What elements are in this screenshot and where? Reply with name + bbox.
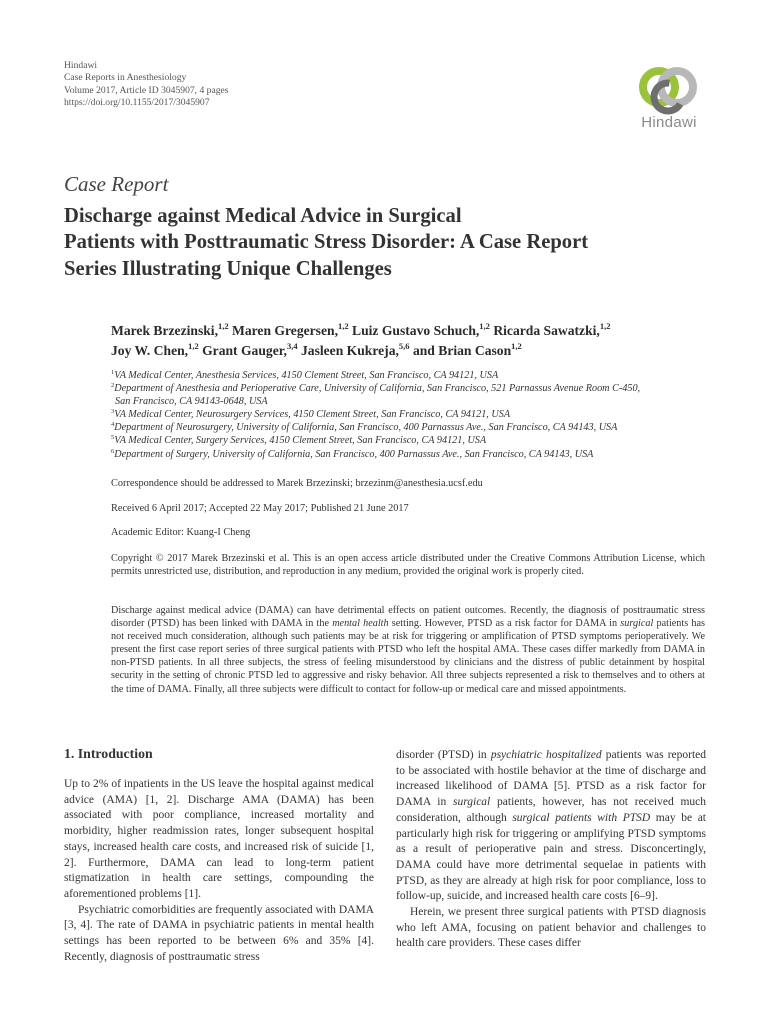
hindawi-logo-text: Hindawi [641, 114, 697, 131]
author-name[interactable]: Ricarda Sawatzki, [493, 323, 600, 338]
affiliation-number: 5 [111, 434, 115, 442]
body-emphasis: surgical patients with PTSD [512, 811, 651, 824]
correspondence: Correspondence should be addressed to Marek Brzezinski; brzezinm@anesthesia.ucsf.edu [111, 478, 483, 489]
author-name[interactable]: Grant Gauger, [202, 343, 287, 358]
affiliation-number: 2 [111, 382, 115, 390]
title-line: Discharge against Medical Advice in Surgical [64, 205, 462, 227]
body-text: may be at particularly high risk for triggering or amplifying PTSD symptoms as a result of perioperative pain and stress. Disconcertingly, DAMA could have more detrimental sequelae in patients with PTSD, as they are already at high risk for poor compliance, loss to follow-up, suicide, and increased health care costs [6–9]. [396, 811, 706, 903]
copyright-notice: Copyright © 2017 Marek Brzezinski et al. This is an open access article distributed under the Creative Commons Attribution License, which permits unrestricted use, distribution, and reproduction in any medium, provided the original work is properly cited. [111, 553, 705, 578]
affiliation-text: VA Medical Center, Anesthesia Services, 4150 Clement Street, San Francisco, CA 94121, USA [114, 370, 499, 381]
abstract-emphasis: mental health [332, 618, 389, 630]
abstract-text: patients has not received much consideration, although such patients may be at risk for triggering or amplification of PTSD symptoms perioperatively. We present the first case report series of three surgical patients with PTSD who left the hospital AMA. These cases differ markedly from DAMA in non-PTSD patients. In all three subjects, the stress of feeling misunderstood by clinicians and the distress of public detainment by hospital security in the setting of chronic PTSD led to aggressive and risky behavior. All three subjects represented a risk to themselves and to others at the time of DAMA. Finally, all three subjects were difficult to contact for follow-up or medical care and missed appointments. [111, 618, 705, 695]
body-column-left [64, 777, 374, 965]
body-paragraph: Up to 2% of inpatients in the US leave the hospital against medical advice (AMA) [1, 2]. Discharge AMA (DAMA) has been associated with poor compliance, increased mortality and morbidity, higher readmission rates, longer subsequent hospital stays, increased health care costs, and increased risk of suicide [1, 2]. Furthermore, DAMA can lead to long-term patient stigmatization in health care settings, compounding the aforementioned problems [1]. [64, 778, 374, 900]
doi-link[interactable]: https://doi.org/10.1155/2017/3045907 [64, 97, 210, 109]
author-name[interactable]: Jasleen Kukreja, [300, 343, 399, 358]
article-title [64, 203, 704, 282]
affiliation-item [111, 408, 640, 421]
abstract-emphasis: surgical [620, 618, 654, 630]
author-line [111, 341, 610, 361]
journal-name: Case Reports in Anesthesiology [64, 72, 187, 84]
affiliation-number: 4 [111, 421, 115, 429]
body-text: patients, however, has not received much consideration, although [396, 796, 707, 824]
section-heading: 1. Introduction [64, 746, 153, 761]
author-affiliation-ref: 1,2 [479, 321, 490, 331]
affiliation-item [111, 421, 640, 434]
body-emphasis: psychiatric hospitalized [490, 749, 602, 761]
affiliation-number: 6 [111, 447, 115, 455]
author-affiliation-ref: 1,2 [188, 341, 199, 351]
abstract-text: Discharge against medical advice (DAMA) can have detrimental effects on patient outcomes. Recently, the diagnosis of posttraumatic stress disorder (PTSD) has been linked with DAMA in the [111, 605, 705, 630]
affiliation-text: Department of Anesthesia and Perioperative Care, University of California, San Francisco, 521 Parnassus Avenue Room C-450, [114, 383, 641, 395]
body-column-right [396, 748, 706, 952]
affiliation-item [111, 448, 640, 461]
author-affiliation-ref: 1,2 [337, 321, 349, 331]
affiliation-number: 3 [111, 408, 115, 416]
author-list [111, 321, 610, 361]
body-paragraph [396, 748, 706, 905]
affiliation-text: VA Medical Center, Neurosurgery Services, 4150 Clement Street, San Francisco, CA 94121, USA [114, 409, 511, 421]
abstract-text: setting. However, PTSD as a risk factor for DAMA in [388, 618, 621, 630]
author-affiliation-ref: 1,2 [217, 321, 229, 331]
publisher-name: Hindawi [64, 60, 98, 71]
title-line: Series Illustrating Unique Challenges [64, 257, 392, 280]
author-name[interactable]: Maren Gregersen, [232, 323, 338, 338]
body-emphasis: surgical [452, 796, 491, 809]
affiliation-list [111, 369, 640, 461]
body-text: patients was reported to be associated with hostile behavior at the time of discharge and increased likelihood of DAMA [5]. PTSD as a risk factor for DAMA in [396, 749, 707, 809]
author-affiliation-ref: 1,2 [599, 321, 611, 331]
body-text: disorder (PTSD) in [396, 749, 491, 761]
affiliation-text: Department of Neurosurgery, University of California, San Francisco, 400 Parnassus Ave., San Francisco, CA 94143, USA [114, 422, 618, 434]
body-paragraph: Psychiatric comorbidities are frequently associated with DAMA [3, 4]. The rate of DAMA in psychiatric patients in mental health settings has been reported to be between 6% and 35% [4]. Recently, diagnosis of posttraumatic stress [64, 903, 374, 963]
author-affiliation-ref: 1,2 [511, 341, 522, 351]
volume-info: Volume 2017, Article ID 3045907, 4 pages [64, 84, 229, 96]
author-name[interactable]: Luiz Gustavo Schuch, [352, 323, 480, 338]
body-paragraph: Herein, we present three surgical patients with PTSD diagnosis who left AMA, focusing on patient behavior and challenges to health care providers. These cases differ [396, 906, 706, 950]
affiliation-text: Department of Surgery, University of California, San Francisco, 400 Parnassus Ave., San Francisco, CA 94143, USA [114, 448, 594, 460]
author-affiliation-ref: 5,6 [398, 341, 410, 351]
academic-editor: Academic Editor: Kuang-I Cheng [111, 527, 251, 538]
title-line: Patients with Posttraumatic Stress Disorder: A Case Report [64, 231, 589, 254]
affiliation-text: VA Medical Center, Surgery Services, 4150 Clement Street, San Francisco, CA 94121, USA [114, 435, 487, 447]
affiliation-item [111, 382, 640, 395]
author-affiliation-ref: 3,4 [286, 341, 298, 351]
article-dates: Received 6 April 2017; Accepted 22 May 2017; Published 21 June 2017 [111, 503, 409, 514]
author-name[interactable]: Marek Brzezinski, [111, 323, 218, 338]
author-name[interactable]: and Brian Cason [412, 343, 512, 358]
affiliation-number: 1 [111, 369, 115, 376]
affiliation-item [111, 395, 640, 408]
author-line [111, 321, 610, 341]
affiliation-item [111, 369, 640, 382]
affiliation-text: San Francisco, CA 94143-0648, USA [115, 396, 268, 408]
affiliation-item [111, 434, 640, 447]
journal-header [64, 60, 229, 110]
author-name[interactable]: Joy W. Chen, [111, 343, 189, 358]
article-type: Case Report [64, 172, 169, 196]
abstract [111, 604, 705, 696]
